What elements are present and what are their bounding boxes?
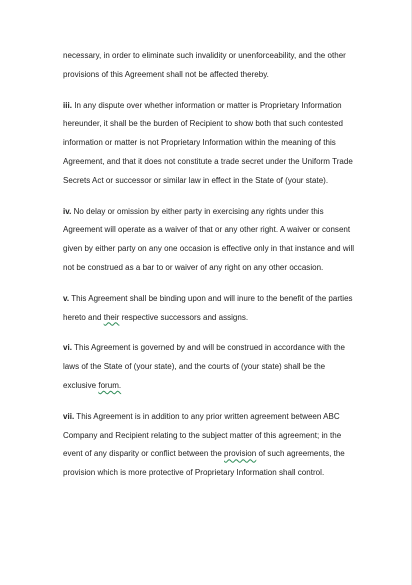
paragraph-iii bbox=[63, 97, 355, 191]
grammar-flagged-word[interactable]: forum. bbox=[98, 380, 122, 390]
paragraph-text: This Agreement is governed by and will be construed in accordance with the laws of the State of (your state), and the courts of (your state) shall be the exclusive bbox=[63, 343, 346, 390]
paragraph-text: This Agreement is in addition to any prior written agreement between ABC Company and Recipient relating to the subject matter of this agreement; in the event of any disparity or conflict between the bbox=[63, 411, 342, 459]
paragraph-text: of such agreements, the provision which is more protective of Proprietary Information shall control. bbox=[63, 449, 345, 478]
section-number: vi. bbox=[63, 343, 72, 353]
paragraph-vi bbox=[63, 339, 355, 395]
paragraph-vii bbox=[63, 408, 355, 483]
grammar-flagged-word[interactable]: their bbox=[103, 312, 120, 322]
paragraph-continuation bbox=[63, 47, 355, 85]
paragraph-text: No delay or omission by either party in exercising any rights under this Agreement will operate as a waiver of that or any other right. A waiver or consent given by either party on any one occasion is effective only in that instance and will not be construed as a bar to or waiver of any right on any other occasion. bbox=[63, 206, 355, 272]
paragraph-text: This Agreement shall be binding upon and will inure to the benefit of the parties hereto and bbox=[63, 293, 353, 322]
section-number: iv. bbox=[63, 206, 72, 216]
section-number: iii. bbox=[63, 100, 72, 110]
section-number: vii. bbox=[63, 411, 75, 421]
section-number: v. bbox=[63, 293, 70, 303]
grammar-flagged-word[interactable]: provision bbox=[224, 449, 257, 459]
paragraph-v bbox=[63, 290, 355, 328]
paragraph-iv bbox=[63, 203, 355, 278]
paragraph-text: respective successors and assigns. bbox=[119, 312, 249, 322]
paragraph-text: In any dispute over whether information or matter is Proprietary Information hereunder, it shall be the burden of Recipient to show both that such contested information or matter is not Proprietary Information within the meaning of this Agreement, and that it does not constitute a trade secret under the Uniform Trade Secrets Act or successor or similar law in effect in the State of (your state). bbox=[63, 100, 353, 185]
document-body bbox=[63, 47, 355, 495]
paragraph-text: necessary, in order to eliminate such invalidity or unenforceability, and the other provisions of this Agreement shall not be affected thereby. bbox=[63, 51, 346, 79]
